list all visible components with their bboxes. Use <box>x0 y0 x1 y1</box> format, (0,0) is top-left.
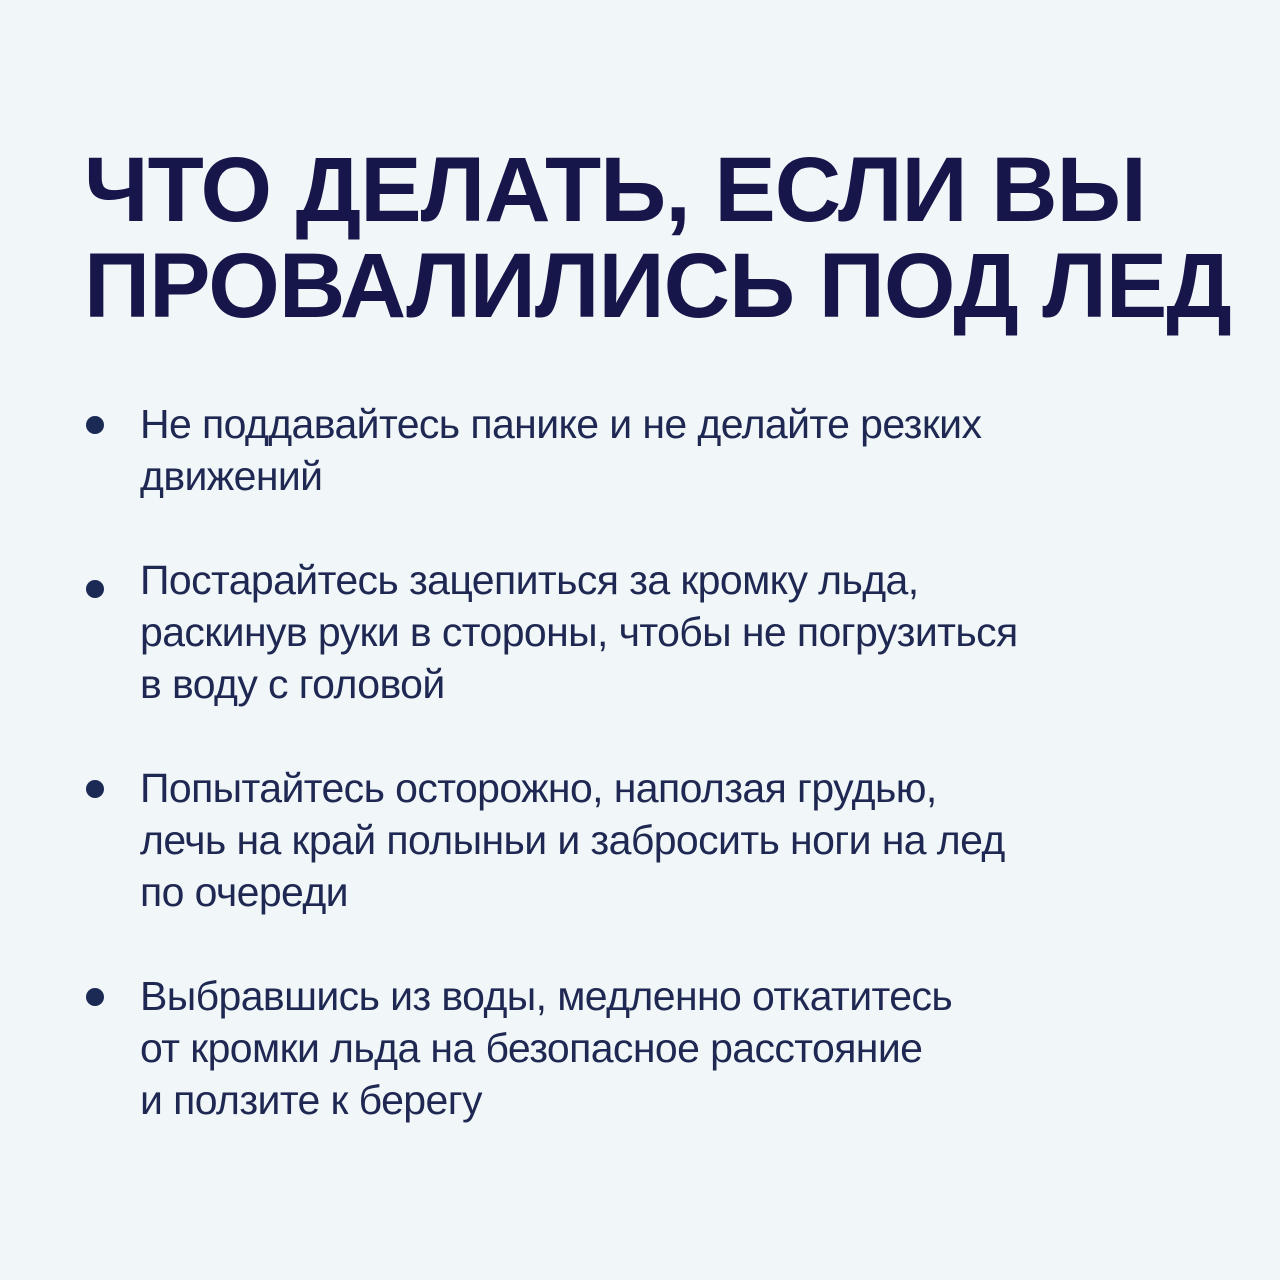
list-item-line: лечь на край полыньи и забросить ноги на лед <box>140 817 1005 863</box>
list-item-line: Не поддавайтесь панике и не делайте резких <box>140 401 982 447</box>
list-item-line: и ползите к берегу <box>140 1077 482 1123</box>
bullet-icon <box>86 416 104 434</box>
bullet-icon <box>86 580 104 598</box>
page-title <box>84 139 1234 337</box>
title-line-2: ПРОВАЛИЛИСЬ ПОД ЛЕД <box>84 235 1231 337</box>
list-item-line: Выбравшись из воды, медленно откатитесь <box>140 973 953 1019</box>
list-item-line: от кромки льда на безопасное расстояние <box>140 1025 923 1071</box>
list-item-text <box>140 398 1200 502</box>
list-item-text <box>140 762 1200 918</box>
list-item-line: движений <box>140 453 323 499</box>
list-item-line: раскинув руки в стороны, чтобы не погрузиться <box>140 609 1018 655</box>
list-item-text <box>140 554 1200 710</box>
bullet-icon <box>86 780 104 798</box>
list-item-line: Постарайтесь зацепиться за кромку льда, <box>140 557 919 603</box>
title-line-1: ЧТО ДЕЛАТЬ, ЕСЛИ ВЫ <box>84 139 1146 241</box>
list-item-line: по очереди <box>140 869 348 915</box>
list-item-line: в воду с головой <box>140 661 445 707</box>
list-item-line: Попытайтесь осторожно, наползая грудью, <box>140 765 937 811</box>
bullet-icon <box>86 988 104 1006</box>
list-item-text <box>140 970 1200 1126</box>
